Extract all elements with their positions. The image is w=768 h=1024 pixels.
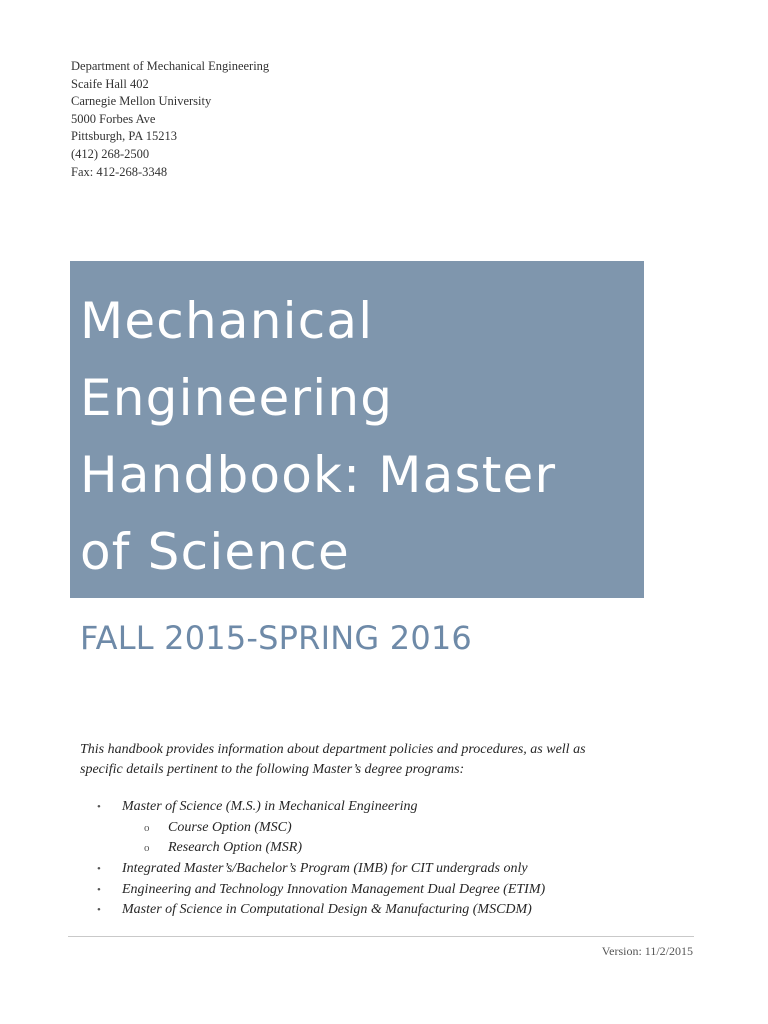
title-line: Engineering: [80, 369, 394, 427]
program-list-item: [80, 859, 700, 880]
title-banner: [70, 261, 644, 598]
program-list-item: [80, 880, 700, 901]
department-address: [71, 58, 269, 181]
bullet-icon: •: [97, 863, 101, 876]
program-name: Engineering and Technology Innovation Management Dual Degree (ETIM): [122, 881, 546, 897]
document-title: [80, 283, 634, 591]
program-list-item: [80, 797, 700, 818]
program-name: Master of Science (M.S.) in Mechanical Engineering: [122, 799, 418, 814]
title-line: Mechanical: [80, 292, 374, 350]
title-line: Handbook: Master: [80, 446, 557, 504]
title-line: of Science: [80, 523, 350, 581]
address-line: Pittsburgh, PA 15213: [71, 129, 177, 144]
program-name: Research Option (MSR): [168, 840, 302, 856]
intro-paragraph: [80, 740, 680, 780]
bullet-icon: •: [97, 883, 101, 896]
circle-bullet-icon: o: [144, 842, 150, 855]
academic-year-subtitle: FALL 2015-SPRING 2016: [80, 619, 472, 657]
footer-divider: [68, 936, 694, 937]
program-list-item: [80, 838, 700, 859]
program-name: Master of Science in Computational Design & Manufacturing (MSCDM): [122, 902, 532, 918]
fax-line: Fax: 412-268-3348: [71, 164, 168, 179]
address-line: Department of Mechanical Engineering: [71, 59, 270, 73]
circle-bullet-icon: o: [144, 821, 150, 834]
program-list-item: [80, 818, 700, 839]
program-name: Course Option (MSC): [168, 819, 292, 835]
intro-line: specific details pertinent to the following Master’s degree programs:: [80, 762, 465, 777]
phone-line: (412) 268-2500: [71, 146, 150, 161]
program-list: [80, 797, 700, 921]
bullet-icon: •: [97, 904, 101, 917]
version-label: Version: 11/2/2015: [601, 944, 693, 958]
program-name: Integrated Master’s/Bachelor’s Program (IMB) for CIT undergrads only: [122, 861, 528, 877]
address-line: 5000 Forbes Ave: [71, 111, 156, 126]
intro-line: This handbook provides information about department policies and procedures, as well as: [80, 742, 586, 757]
bullet-icon: •: [97, 801, 101, 813]
program-list-item: [80, 900, 700, 921]
address-line: Scaife Hall 402: [71, 76, 149, 91]
address-line: Carnegie Mellon University: [71, 94, 212, 109]
